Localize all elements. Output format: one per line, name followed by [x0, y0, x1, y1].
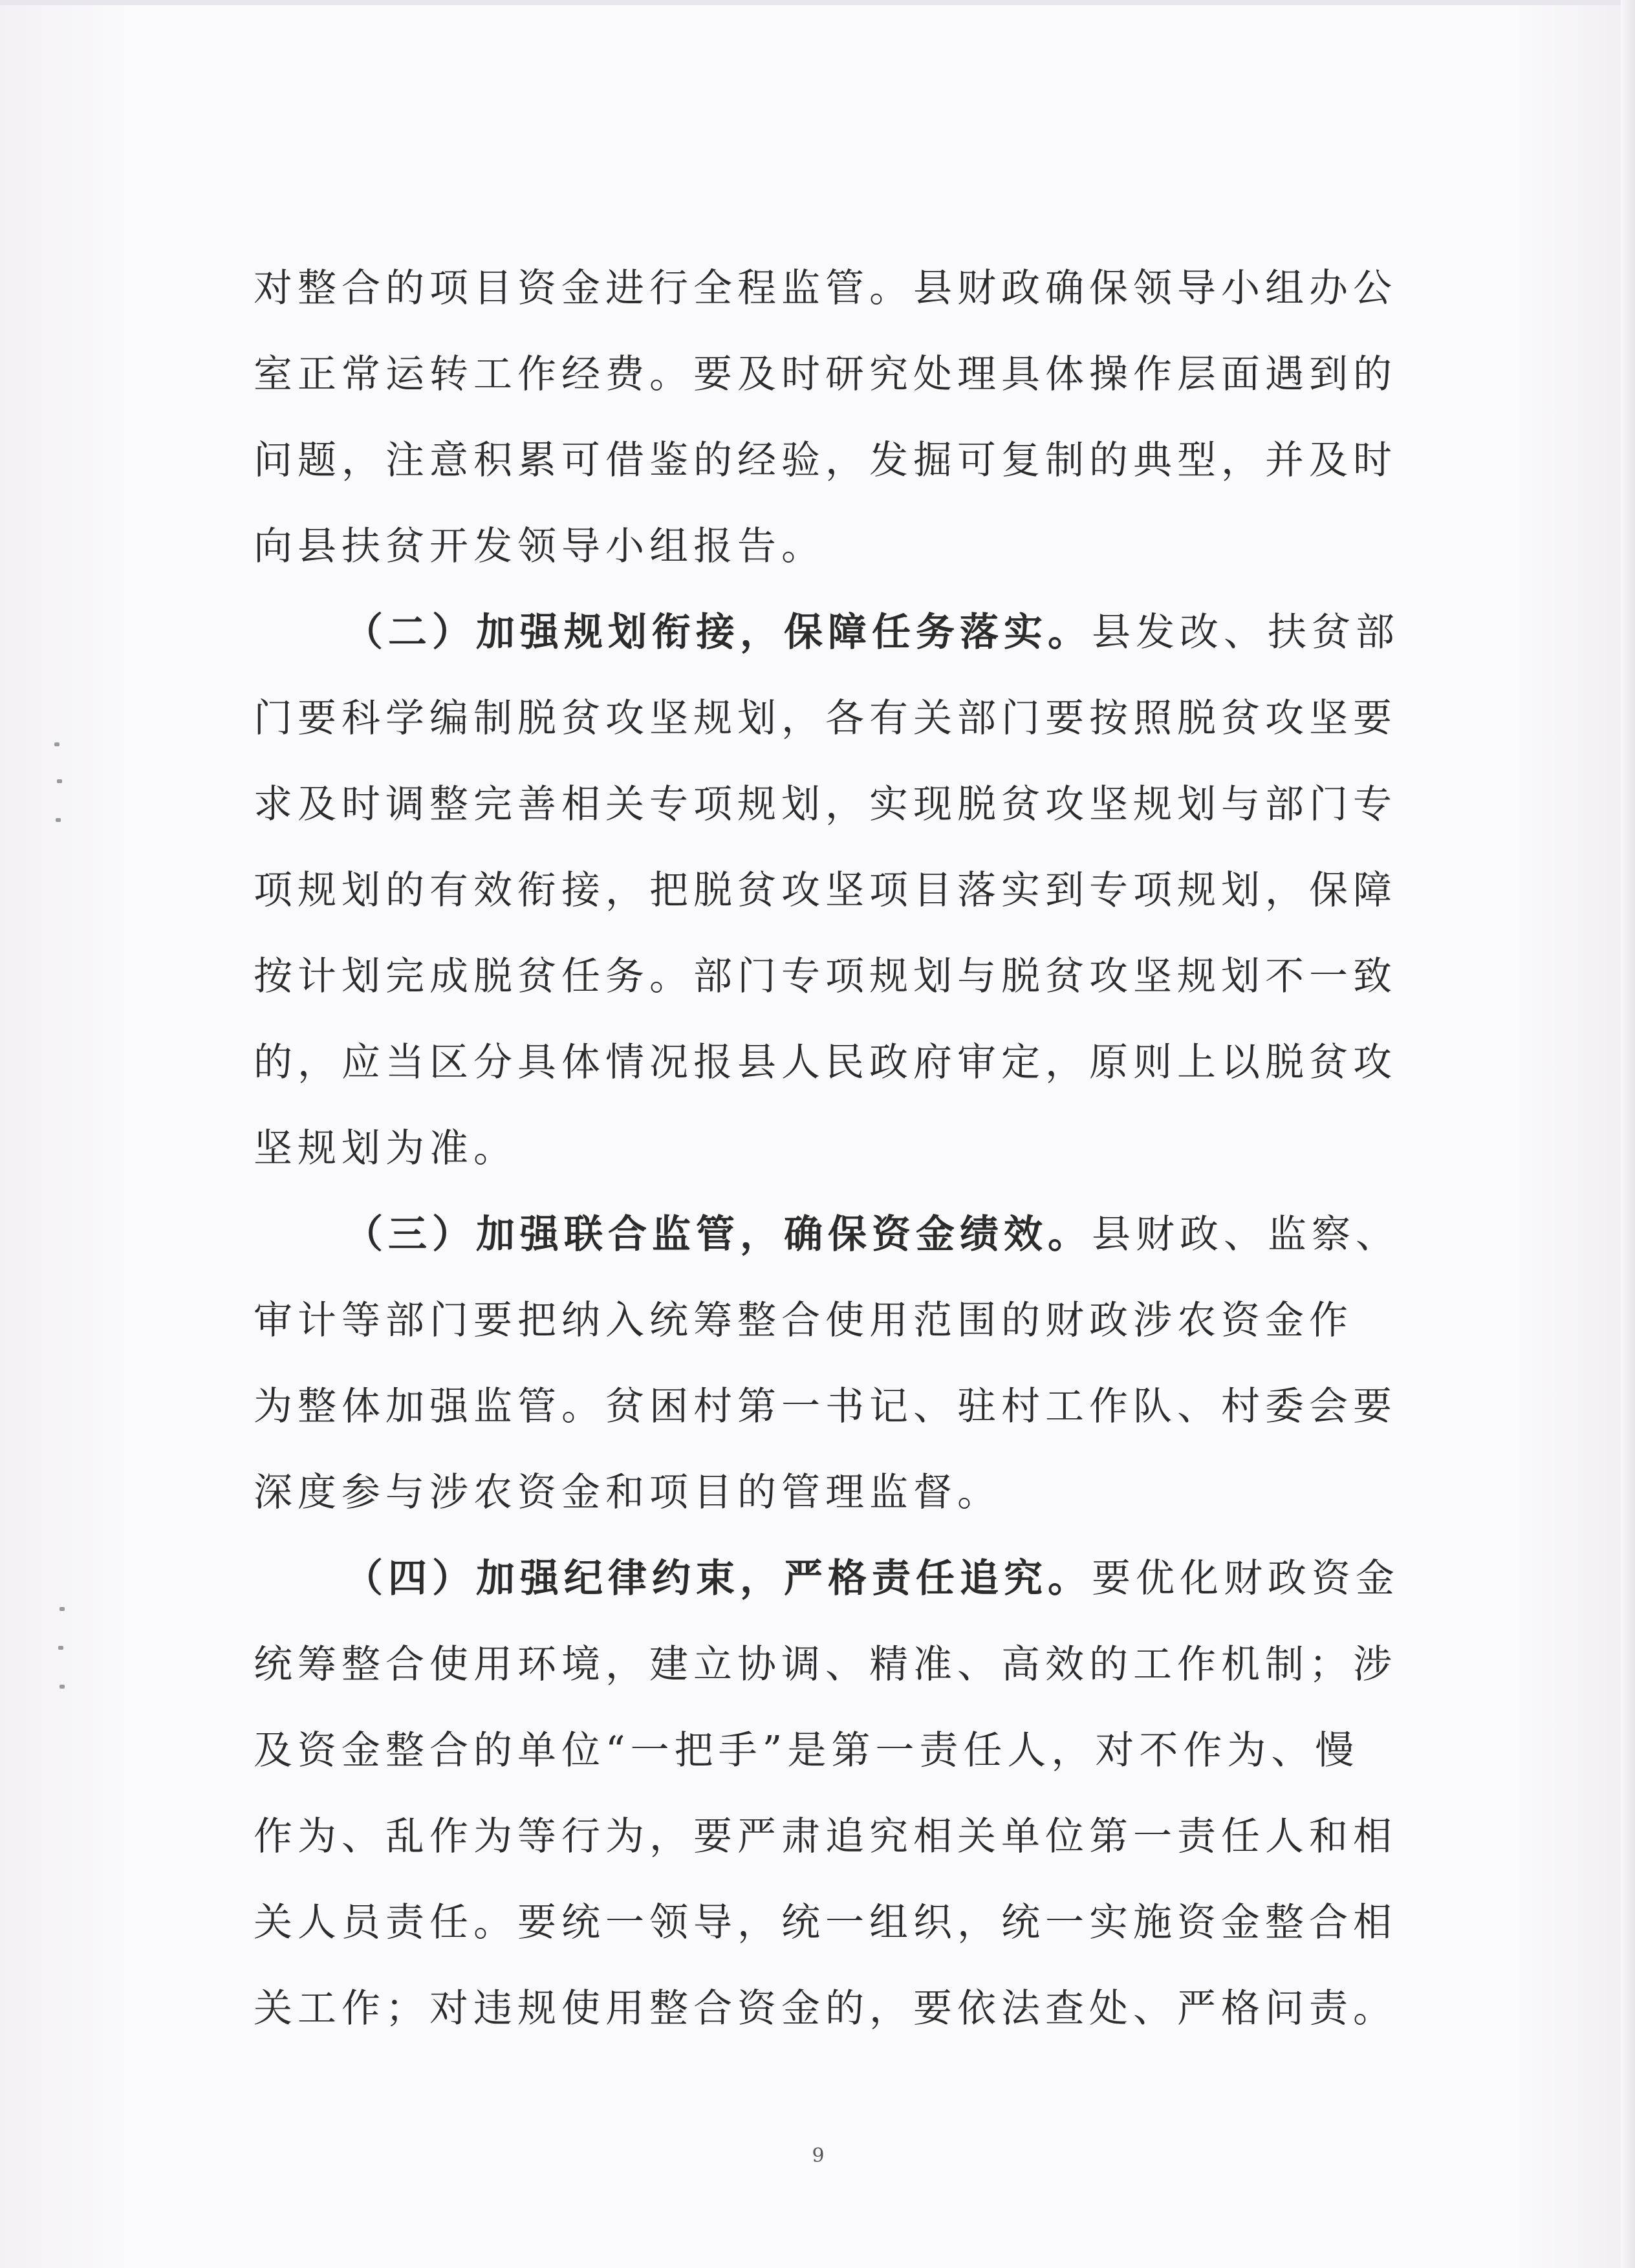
binding-mark — [54, 742, 60, 746]
text-line: 的，应当区分具体情况报县人民政府审定，原则上以脱贫攻 — [254, 1040, 1397, 1085]
text-line: 为整体加强监管。贫困村第一书记、驻村工作队、村委会要 — [254, 1384, 1397, 1429]
text-line: 深度参与涉农资金和项目的管理监督。 — [254, 1470, 1001, 1515]
right-edge-shadow — [1621, 0, 1635, 2268]
page-number: 9 — [812, 2144, 825, 2167]
section-2-heading: （二）加强规划衔接，保障任务落实。 — [344, 610, 1092, 655]
binding-mark — [56, 818, 61, 822]
binding-mark — [58, 1646, 63, 1650]
text-line: 坚规划为准。 — [254, 1126, 517, 1171]
section-4-heading: （四）加强纪律约束，严格责任追究。 — [344, 1556, 1092, 1601]
text-line: 求及时调整完善相关专项规划，实现脱贫攻坚规划与部门专 — [254, 782, 1397, 827]
text-line: 对整合的项目资金进行全程监管。县财政确保领导小组办公 — [254, 266, 1397, 311]
section-3-first-line — [254, 1192, 1400, 1278]
section-4-first-line — [254, 1536, 1400, 1622]
text-line: 及资金整合的单位“一把手”是第一责任人，对不作为、慢 — [254, 1728, 1359, 1773]
section-2-first-line — [254, 590, 1400, 676]
text-line: 作为、乱作为等行为，要严肃追究相关单位第一责任人和相 — [254, 1814, 1397, 1859]
text-line: 向县扶贫开发领导小组报告。 — [254, 524, 825, 569]
text-line: 项规划的有效衔接，把脱贫攻坚项目落实到专项规划，保障 — [254, 868, 1397, 913]
top-edge — [0, 0, 1635, 5]
document-body — [254, 246, 1400, 2052]
binding-mark — [60, 1607, 65, 1611]
section-2-first-line-text: 县发改、扶贫部 — [1092, 610, 1400, 655]
binding-mark — [57, 779, 62, 783]
text-line: 问题，注意积累可借鉴的经验，发掘可复制的典型，并及时 — [254, 438, 1397, 483]
text-line: 按计划完成脱贫任务。部门专项规划与脱贫攻坚规划不一致 — [254, 954, 1397, 999]
binding-mark — [60, 1685, 65, 1689]
section-4-first-line-text: 要优化财政资金 — [1092, 1556, 1400, 1601]
text-line: 关人员责任。要统一领导，统一组织，统一实施资金整合相 — [254, 1900, 1397, 1945]
text-line: 关工作；对违规使用整合资金的，要依法查处、严格问责。 — [254, 1986, 1397, 2031]
text-line: 审计等部门要把纳入统筹整合使用范围的财政涉农资金作 — [254, 1298, 1353, 1343]
text-line: 室正常运转工作经费。要及时研究处理具体操作层面遇到的 — [254, 352, 1397, 397]
text-line: 门要科学编制脱贫攻坚规划，各有关部门要按照脱贫攻坚要 — [254, 696, 1397, 741]
section-3-heading: （三）加强联合监管，确保资金绩效。 — [344, 1212, 1092, 1257]
section-3-first-line-text: 县财政、监察、 — [1092, 1212, 1400, 1257]
text-line: 统筹整合使用环境，建立协调、精准、高效的工作机制；涉 — [254, 1642, 1397, 1687]
